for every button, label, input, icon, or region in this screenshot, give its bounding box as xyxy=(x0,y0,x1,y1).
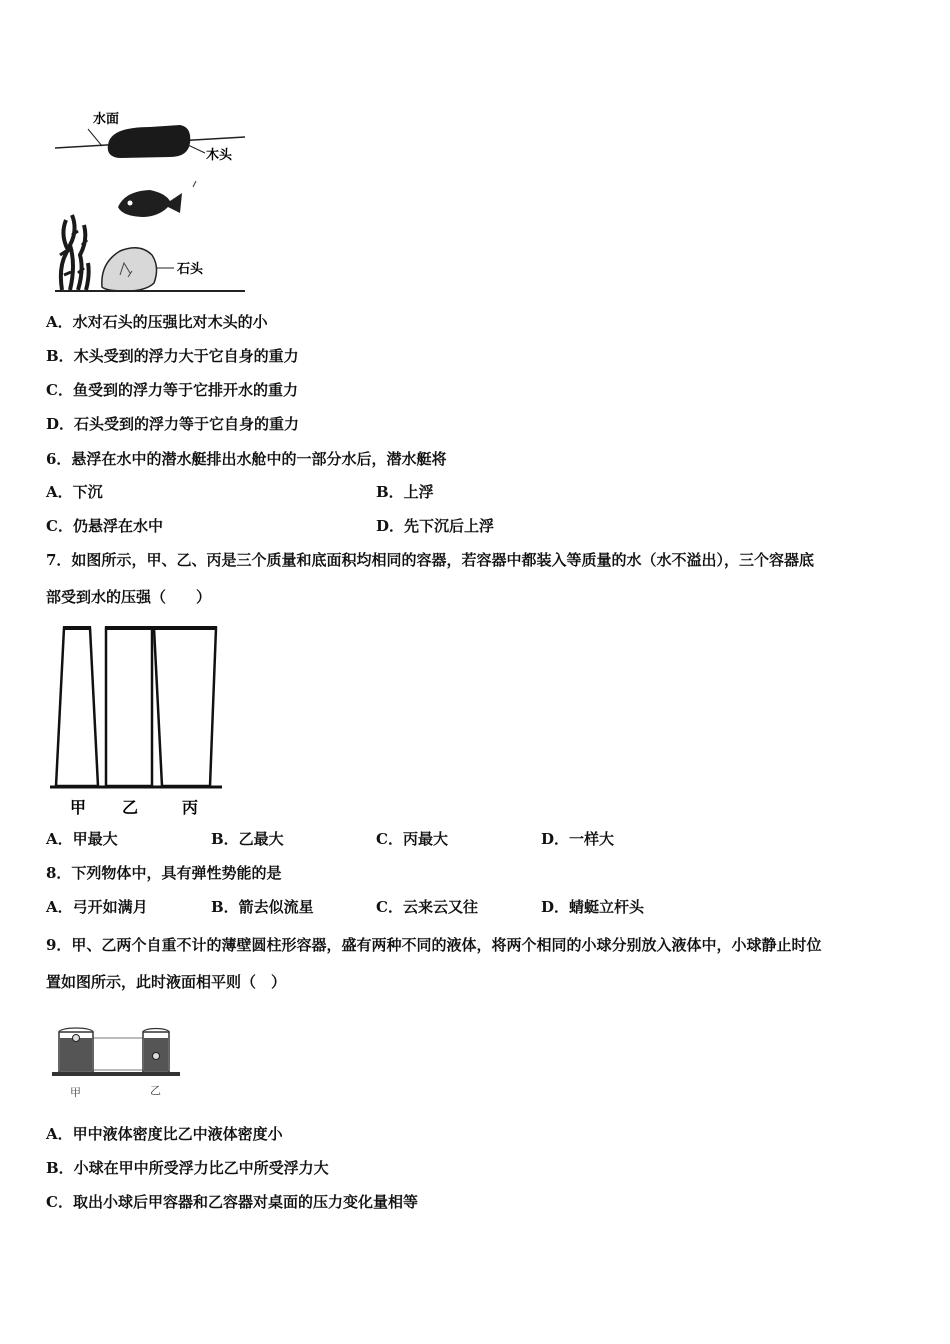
q5-option-b: B．木头受到的浮力大于它自身的重力 xyxy=(46,347,299,365)
wood-log xyxy=(108,125,191,158)
q8-option-d: D．蜻蜓立杆头 xyxy=(541,898,645,916)
q9-stem-line1: 9．甲、乙两个自重不计的薄壁圆柱形容器，盛有两种不同的液体，将两个相同的小球分别放入液体中，小球静止时位 xyxy=(46,936,822,954)
q5-option-c: C．鱼受到的浮力等于它排开水的重力 xyxy=(46,381,298,399)
q7-option-c: C．丙最大 xyxy=(376,830,448,848)
q9-option-b: B．小球在甲中所受浮力比乙中所受浮力大 xyxy=(46,1159,329,1177)
q5-option-d: D．石头受到的浮力等于它自身的重力 xyxy=(46,415,300,433)
container-bing xyxy=(154,628,216,786)
q6-option-a: A．下沉 xyxy=(46,483,103,501)
ball-yi xyxy=(153,1053,160,1060)
q6-stem: 6．悬浮在水中的潜水艇排出水舱中的一部分水后，潜水艇将 xyxy=(46,450,447,468)
q6-option-b: B．上浮 xyxy=(376,483,434,501)
container-label-bing: 丙 xyxy=(182,798,199,817)
q9-stem-line2: 置如图所示，此时液面相平则（ ） xyxy=(46,973,287,991)
figure-two-cylinders xyxy=(50,1020,185,1102)
q9-option-c: C．取出小球后甲容器和乙容器对桌面的压力变化量相等 xyxy=(46,1193,418,1211)
container-label-jia: 甲 xyxy=(70,798,87,817)
q7-option-d: D．一样大 xyxy=(541,830,615,848)
cylinder-label-yi: 乙 xyxy=(150,1084,161,1097)
stone xyxy=(102,248,157,291)
q8-option-a: A．弓开如满月 xyxy=(46,898,148,916)
q7-stem-line2: 部受到水的压强（ ） xyxy=(46,588,212,606)
q6-option-c: C．仍悬浮在水中 xyxy=(46,517,163,535)
q7-option-b: B．乙最大 xyxy=(211,830,284,848)
wood-label: 木头 xyxy=(206,148,233,163)
q8-option-c: C．云来云又往 xyxy=(376,898,478,916)
q6-option-d: D．先下沉后上浮 xyxy=(376,517,495,535)
container-yi xyxy=(106,628,152,786)
ball-jia xyxy=(73,1035,80,1042)
q8-option-b: B．箭去似流星 xyxy=(211,898,314,916)
water-surface-label: 水面 xyxy=(93,112,120,127)
q5-option-a: A．水对石头的压强比对木头的小 xyxy=(46,313,268,331)
cylinder-label-jia: 甲 xyxy=(70,1086,81,1099)
container-jia xyxy=(56,628,98,786)
stone-label: 石头 xyxy=(177,262,204,277)
q7-option-a: A．甲最大 xyxy=(46,830,118,848)
container-label-yi: 乙 xyxy=(122,798,139,817)
q9-option-a: A．甲中液体密度比乙中液体密度小 xyxy=(46,1125,283,1143)
q7-stem-line1: 7．如图所示，甲、乙、丙是三个质量和底面积均相同的容器，若容器中都装入等质量的水（水不溢出），三个容器底 xyxy=(46,551,814,569)
q8-stem: 8．下列物体中，具有弹性势能的是 xyxy=(46,864,282,882)
figure-three-containers xyxy=(48,622,228,820)
figure-water-objects xyxy=(50,105,260,300)
